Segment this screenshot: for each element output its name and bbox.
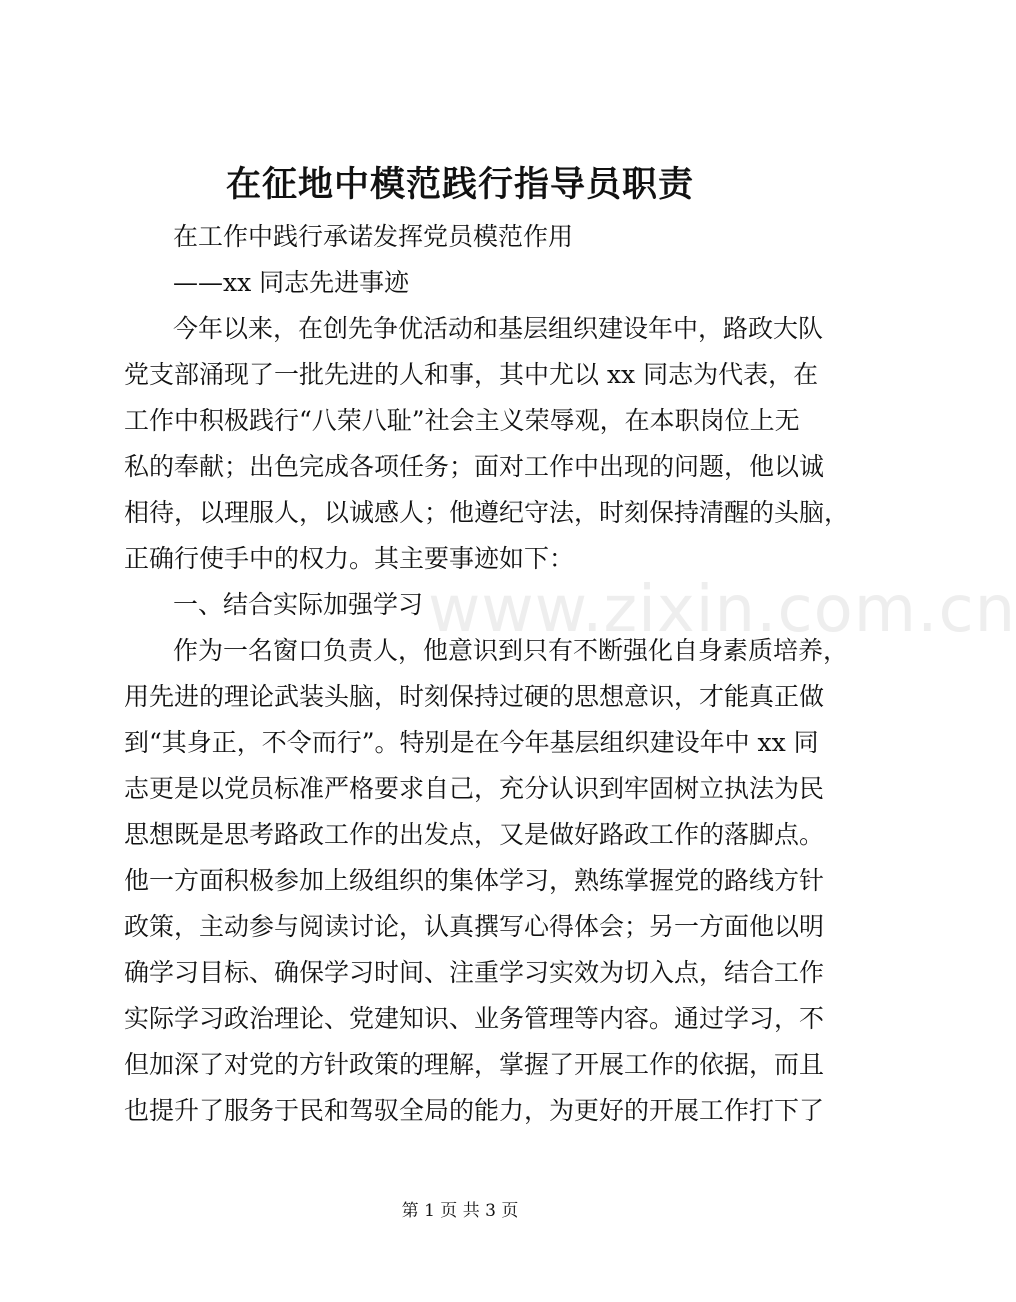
- paragraph-line: 确学习目标、确保学习时间、注重学习实效为切入点，结合工作: [124, 958, 825, 987]
- paragraph-line: 今年以来，在创先争优活动和基层组织建设年中，路政大队: [173, 314, 824, 343]
- paragraph-line: 到“其身正，不令而行”。特别是在今年基层组织建设年中 xx 同: [124, 728, 819, 757]
- document-subtitle: 在工作中践行承诺发挥党员模范作用: [173, 222, 574, 251]
- paragraph-line: 思想既是思考路政工作的出发点，又是做好路政工作的落脚点。: [124, 820, 825, 849]
- paragraph-line: 作为一名窗口负责人，他意识到只有不断强化自身素质培养，: [173, 636, 849, 665]
- paragraph-line: 党支部涌现了一批先进的人和事，其中尤以 xx 同志为代表，在: [124, 360, 819, 389]
- paragraph-line: 志更是以党员标准严格要求自己，充分认识到牢固树立执法为民: [124, 774, 825, 803]
- section-heading: 一、结合实际加强学习: [173, 590, 424, 619]
- paragraph-line: 工作中积极践行“八荣八耻”社会主义荣辱观，在本职岗位上无: [124, 406, 800, 435]
- paragraph-line: 他一方面积极参加上级组织的集体学习，熟练掌握党的路线方针: [124, 866, 825, 895]
- paragraph-line: 正确行使手中的权力。其主要事迹如下：: [124, 544, 575, 573]
- paragraph-line: 相待，以理服人，以诚感人；他遵纪守法，时刻保持清醒的头脑，: [124, 498, 850, 527]
- watermark: www.zixin.com.cn: [428, 573, 1016, 647]
- page-footer: 第 1 页 共 3 页: [401, 1201, 519, 1221]
- paragraph-line: 政策，主动参与阅读讨论，认真撰写心得体会；另一方面他以明: [124, 912, 825, 941]
- document-byline: ——xx 同志先进事迹: [173, 268, 410, 297]
- paragraph-line: 实际学习政治理论、党建知识、业务管理等内容。通过学习，不: [124, 1004, 825, 1033]
- paragraph-line: 但加深了对党的方针政策的理解，掌握了开展工作的依据，而且: [124, 1050, 825, 1079]
- paragraph-line: 用先进的理论武装头脑，时刻保持过硬的思想意识，才能真正做: [124, 682, 825, 711]
- paragraph-line: 私的奉献；出色完成各项任务；面对工作中出现的问题，他以诚: [124, 452, 825, 481]
- paragraph-line: 也提升了服务于民和驾驭全局的能力，为更好的开展工作打下了: [124, 1096, 825, 1125]
- document-title: 在征地中模范践行指导员职责: [225, 164, 694, 205]
